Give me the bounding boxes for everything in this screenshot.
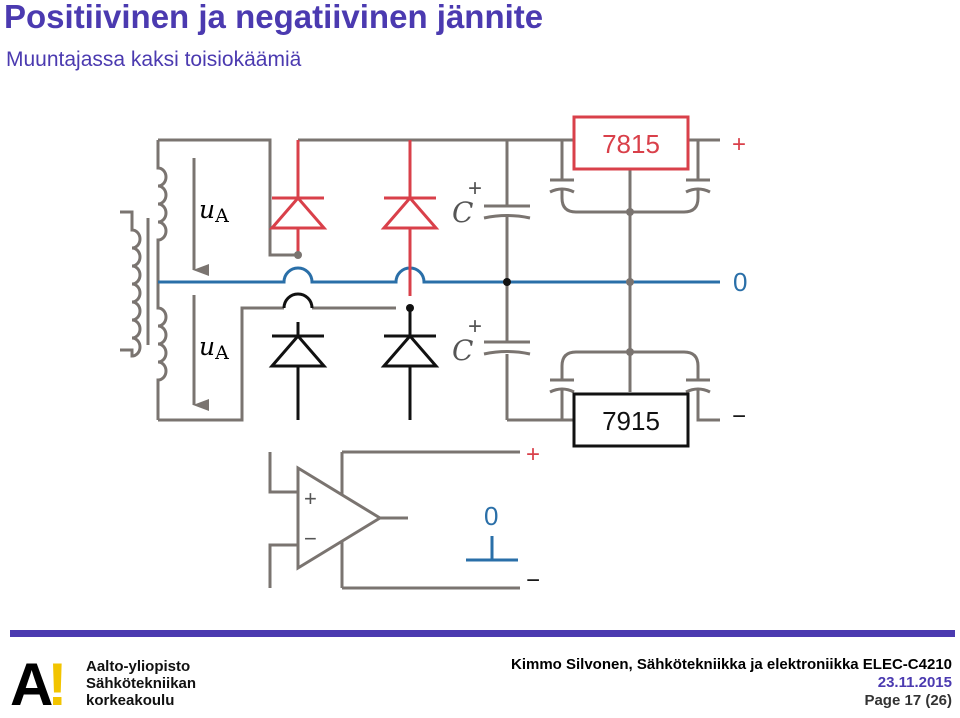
footer-date: 23.11.2015 xyxy=(877,674,952,691)
junction-dot xyxy=(294,251,302,259)
wiring xyxy=(158,140,720,420)
capacitor-lower xyxy=(484,342,530,354)
org-line-3: korkeakoulu xyxy=(86,692,175,709)
capacitor-label-lower: C xyxy=(452,334,474,367)
organization-name xyxy=(86,658,196,709)
junction-dot xyxy=(626,208,634,216)
winding-label-upper: uA xyxy=(199,195,229,227)
ground-rail xyxy=(158,268,720,282)
output-plus-label: + xyxy=(732,131,747,158)
footer-info xyxy=(511,656,952,710)
capacitor-label-upper: C xyxy=(452,196,474,229)
op-amp-minus-input: − xyxy=(304,526,317,551)
logo-mark: ! xyxy=(47,651,62,718)
capacitor-plus-lower: + xyxy=(468,313,483,340)
winding-label-lower: uA xyxy=(199,332,229,364)
ground-label-output: 0 xyxy=(733,267,748,297)
capacitor-plus-upper: + xyxy=(468,175,483,202)
capacitor-upper xyxy=(484,206,530,218)
org-line-2: Sähkötekniikan xyxy=(86,675,197,692)
diode-black-1 xyxy=(272,336,324,366)
supply-minus-label: − xyxy=(526,567,541,594)
logo-letter: A xyxy=(10,651,48,718)
secondary-winding-lower xyxy=(158,282,166,420)
aalto-logo xyxy=(10,651,62,718)
op-amp xyxy=(270,452,520,588)
footer-divider xyxy=(10,630,955,637)
supply-plus-label: + xyxy=(526,441,541,468)
junction-dot xyxy=(406,304,414,312)
regulator-7815-label: 7815 xyxy=(602,129,660,159)
regulator-7915-label: 7915 xyxy=(602,406,660,436)
ground-label-opamp: 0 xyxy=(484,501,499,531)
primary-winding xyxy=(120,212,140,356)
junction-dot xyxy=(626,348,634,356)
footer-author: Kimmo Silvonen, Sähkötekniikka ja elektroniikka ELEC-C4210 xyxy=(511,656,952,673)
ground-symbol xyxy=(466,536,518,560)
diode-red-2 xyxy=(384,198,436,228)
footer-page: Page 17 (26) xyxy=(864,692,952,709)
org-line-1: Aalto-yliopisto xyxy=(86,658,191,675)
diode-black-2 xyxy=(384,336,436,366)
junction-dot xyxy=(626,278,634,286)
secondary-winding-upper xyxy=(158,140,166,282)
slide-title: Positiivinen ja negatiivinen jännite xyxy=(4,0,544,35)
slide-subtitle: Muuntajassa kaksi toisiokäämiä xyxy=(6,48,302,71)
junction-dot xyxy=(503,278,511,286)
output-minus-label: − xyxy=(732,403,747,430)
positive-rectifier xyxy=(298,140,410,266)
op-amp-plus-input: + xyxy=(304,486,317,511)
transformer xyxy=(120,140,194,420)
diode-red-1 xyxy=(272,198,324,228)
